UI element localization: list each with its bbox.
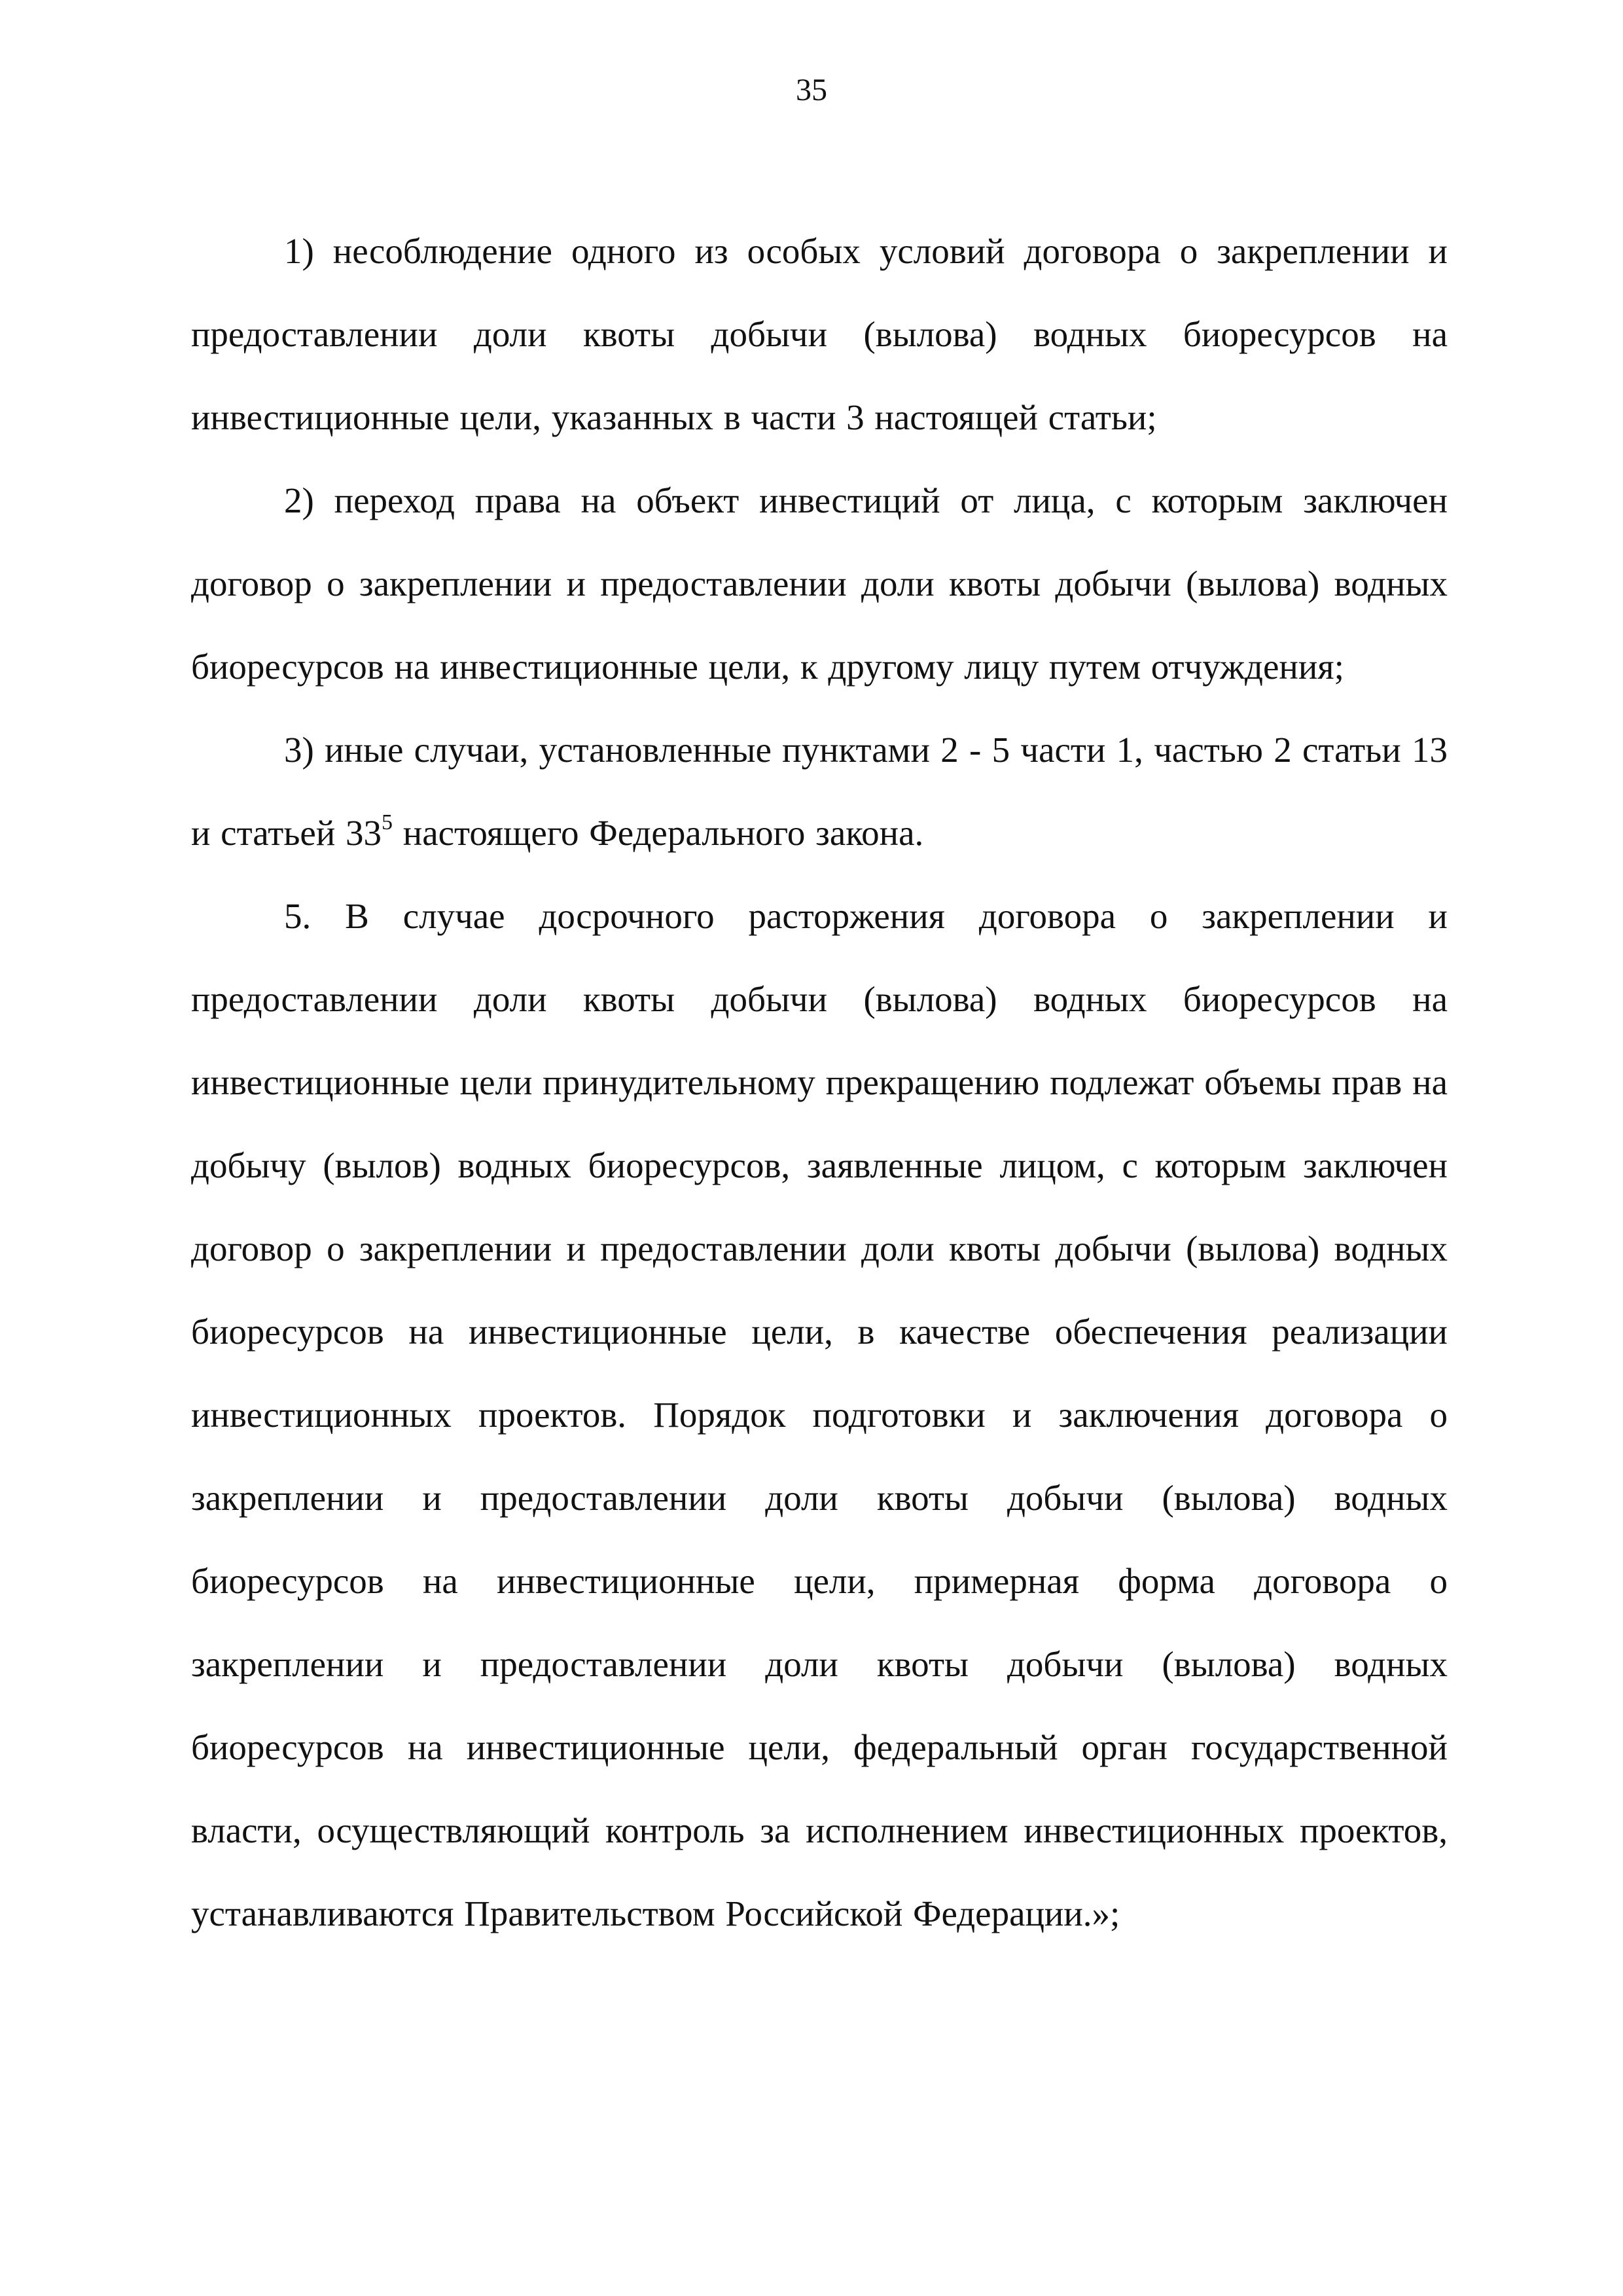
article-superscript: 5 xyxy=(382,810,393,834)
page-number: 35 xyxy=(796,73,827,107)
list-item-1: 1) несоблюдение одного из особых условий договора о закреплении и предоставлении доли квоты добычи (вылова) водных биоресурсов на инвестиционные цели, указанных в части 3 настоящей статьи; xyxy=(191,231,1448,437)
list-item-2: 2) переход права на объект инвестиций от лица, с которым заключен договор о закреплении и предоставлении доли квоты добычи (вылова) водных биоресурсов на инвестиционные цели, к другому лицу путем отчуждения; xyxy=(191,480,1448,687)
list-item-3-tail: настоящего Федерального закона. xyxy=(393,813,924,853)
document-body xyxy=(191,209,1448,1955)
list-item-3 xyxy=(191,708,1448,874)
list-item-3-text: 3) иные случаи, установленные пунктами 2 - 5 части 1, частью 2 статьи 13 и статьей 33 xyxy=(191,730,1448,853)
paragraph-5: 5. В случае досрочного расторжения договора о закреплении и предоставлении доли квоты добычи (вылова) водных биоресурсов на инвестиционные цели принудительному прекращению подлежат объемы прав на добычу (вылов) водных биоресурсов, заявленные лицом, с которым заключен договор о закреплении и предоставлении доли квоты добычи (вылова) водных биоресурсов на инвестиционные цели, в качестве обеспечения реализации инвестиционных проектов. Порядок подготовки и заключения договора о закреплении и предоставлении доли квоты добычи (вылова) водных биоресурсов на инвестиционные цели, примерная форма договора о закреплении и предоставлении доли квоты добычи (вылова) водных биоресурсов на инвестиционные цели, федеральный орган государственной власти, осуществляющий контроль за исполнением инвестиционных проектов, устанавливаются Правительством Российской Федерации.»; xyxy=(191,896,1448,1933)
